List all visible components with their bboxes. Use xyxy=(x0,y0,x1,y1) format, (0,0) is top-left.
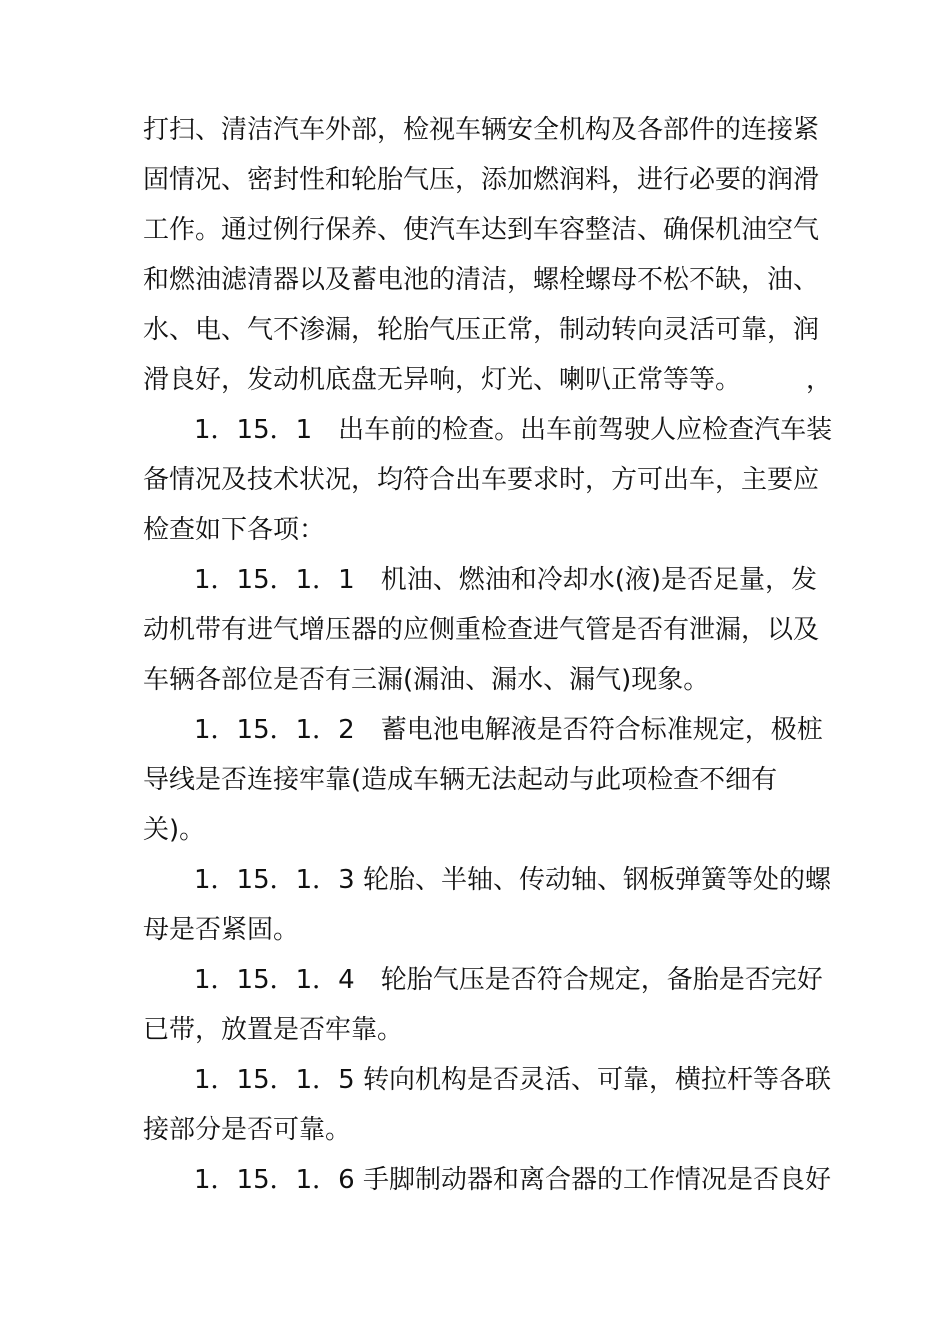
text-line: 水、电、气不渗漏，轮胎气压正常，制动转向灵活可靠，润 xyxy=(143,315,820,345)
item-1-15-1-6: 1．15．1．6 手脚制动器和离合器的工作情况是否良好 xyxy=(194,1165,831,1195)
text-line: 打扫、清洁汽车外部，检视车辆安全机构及各部件的连接紧 xyxy=(143,115,820,145)
text-line: 动机带有进气增压器的应侧重检查进气管是否有泄漏，以及 xyxy=(143,615,820,645)
text-line: 母是否紧固。 xyxy=(143,915,300,945)
document-body xyxy=(143,105,833,1205)
item-1-15-1-4: 1．15．1．4 轮胎气压是否符合规定，备胎是否完好 xyxy=(194,965,823,995)
item-1-15-1-2: 1．15．1．2 蓄电池电解液是否符合标准规定，极桩 xyxy=(194,715,823,745)
text-line: 车辆各部位是否有三漏(漏油、漏水、漏气)现象。 xyxy=(143,665,710,695)
item-1-15-1-5: 1．15．1．5 转向机构是否灵活、可靠，横拉杆等各联 xyxy=(194,1065,831,1095)
text-line: 已带，放置是否牢靠。 xyxy=(143,1015,404,1045)
text-line: 固情况、密封性和轮胎气压，添加燃润料，进行必要的润滑 xyxy=(143,165,820,195)
text-line: 工作。通过例行保养、使汽车达到车容整洁、确保机油空气 xyxy=(143,215,820,245)
text-line: 检查如下各项： xyxy=(143,515,326,545)
text-line: 滑良好，发动机底盘无异响，灯光、喇叭正常等等。 ， xyxy=(143,365,833,395)
text-line: 导线是否连接牢靠(造成车辆无法起动与此项检查不细有 xyxy=(143,765,778,795)
item-1-15-1-1: 1．15．1．1 机油、燃油和冷却水(液)是否足量，发 xyxy=(194,565,817,595)
text-line: 备情况及技术状况，均符合出车要求时，方可出车，主要应 xyxy=(143,465,820,495)
text-line: 和燃油滤清器以及蓄电池的清洁，螺栓螺母不松不缺，油、 xyxy=(143,265,820,295)
text-line: 关)。 xyxy=(143,815,206,845)
section-heading-1-15-1: 1．15．1 出车前的检查。出车前驾驶人应检查汽车装 xyxy=(194,415,833,445)
item-1-15-1-3: 1．15．1．3 轮胎、半轴、传动轴、钢板弹簧等处的螺 xyxy=(194,865,831,895)
text-line: 接部分是否可靠。 xyxy=(143,1115,352,1145)
